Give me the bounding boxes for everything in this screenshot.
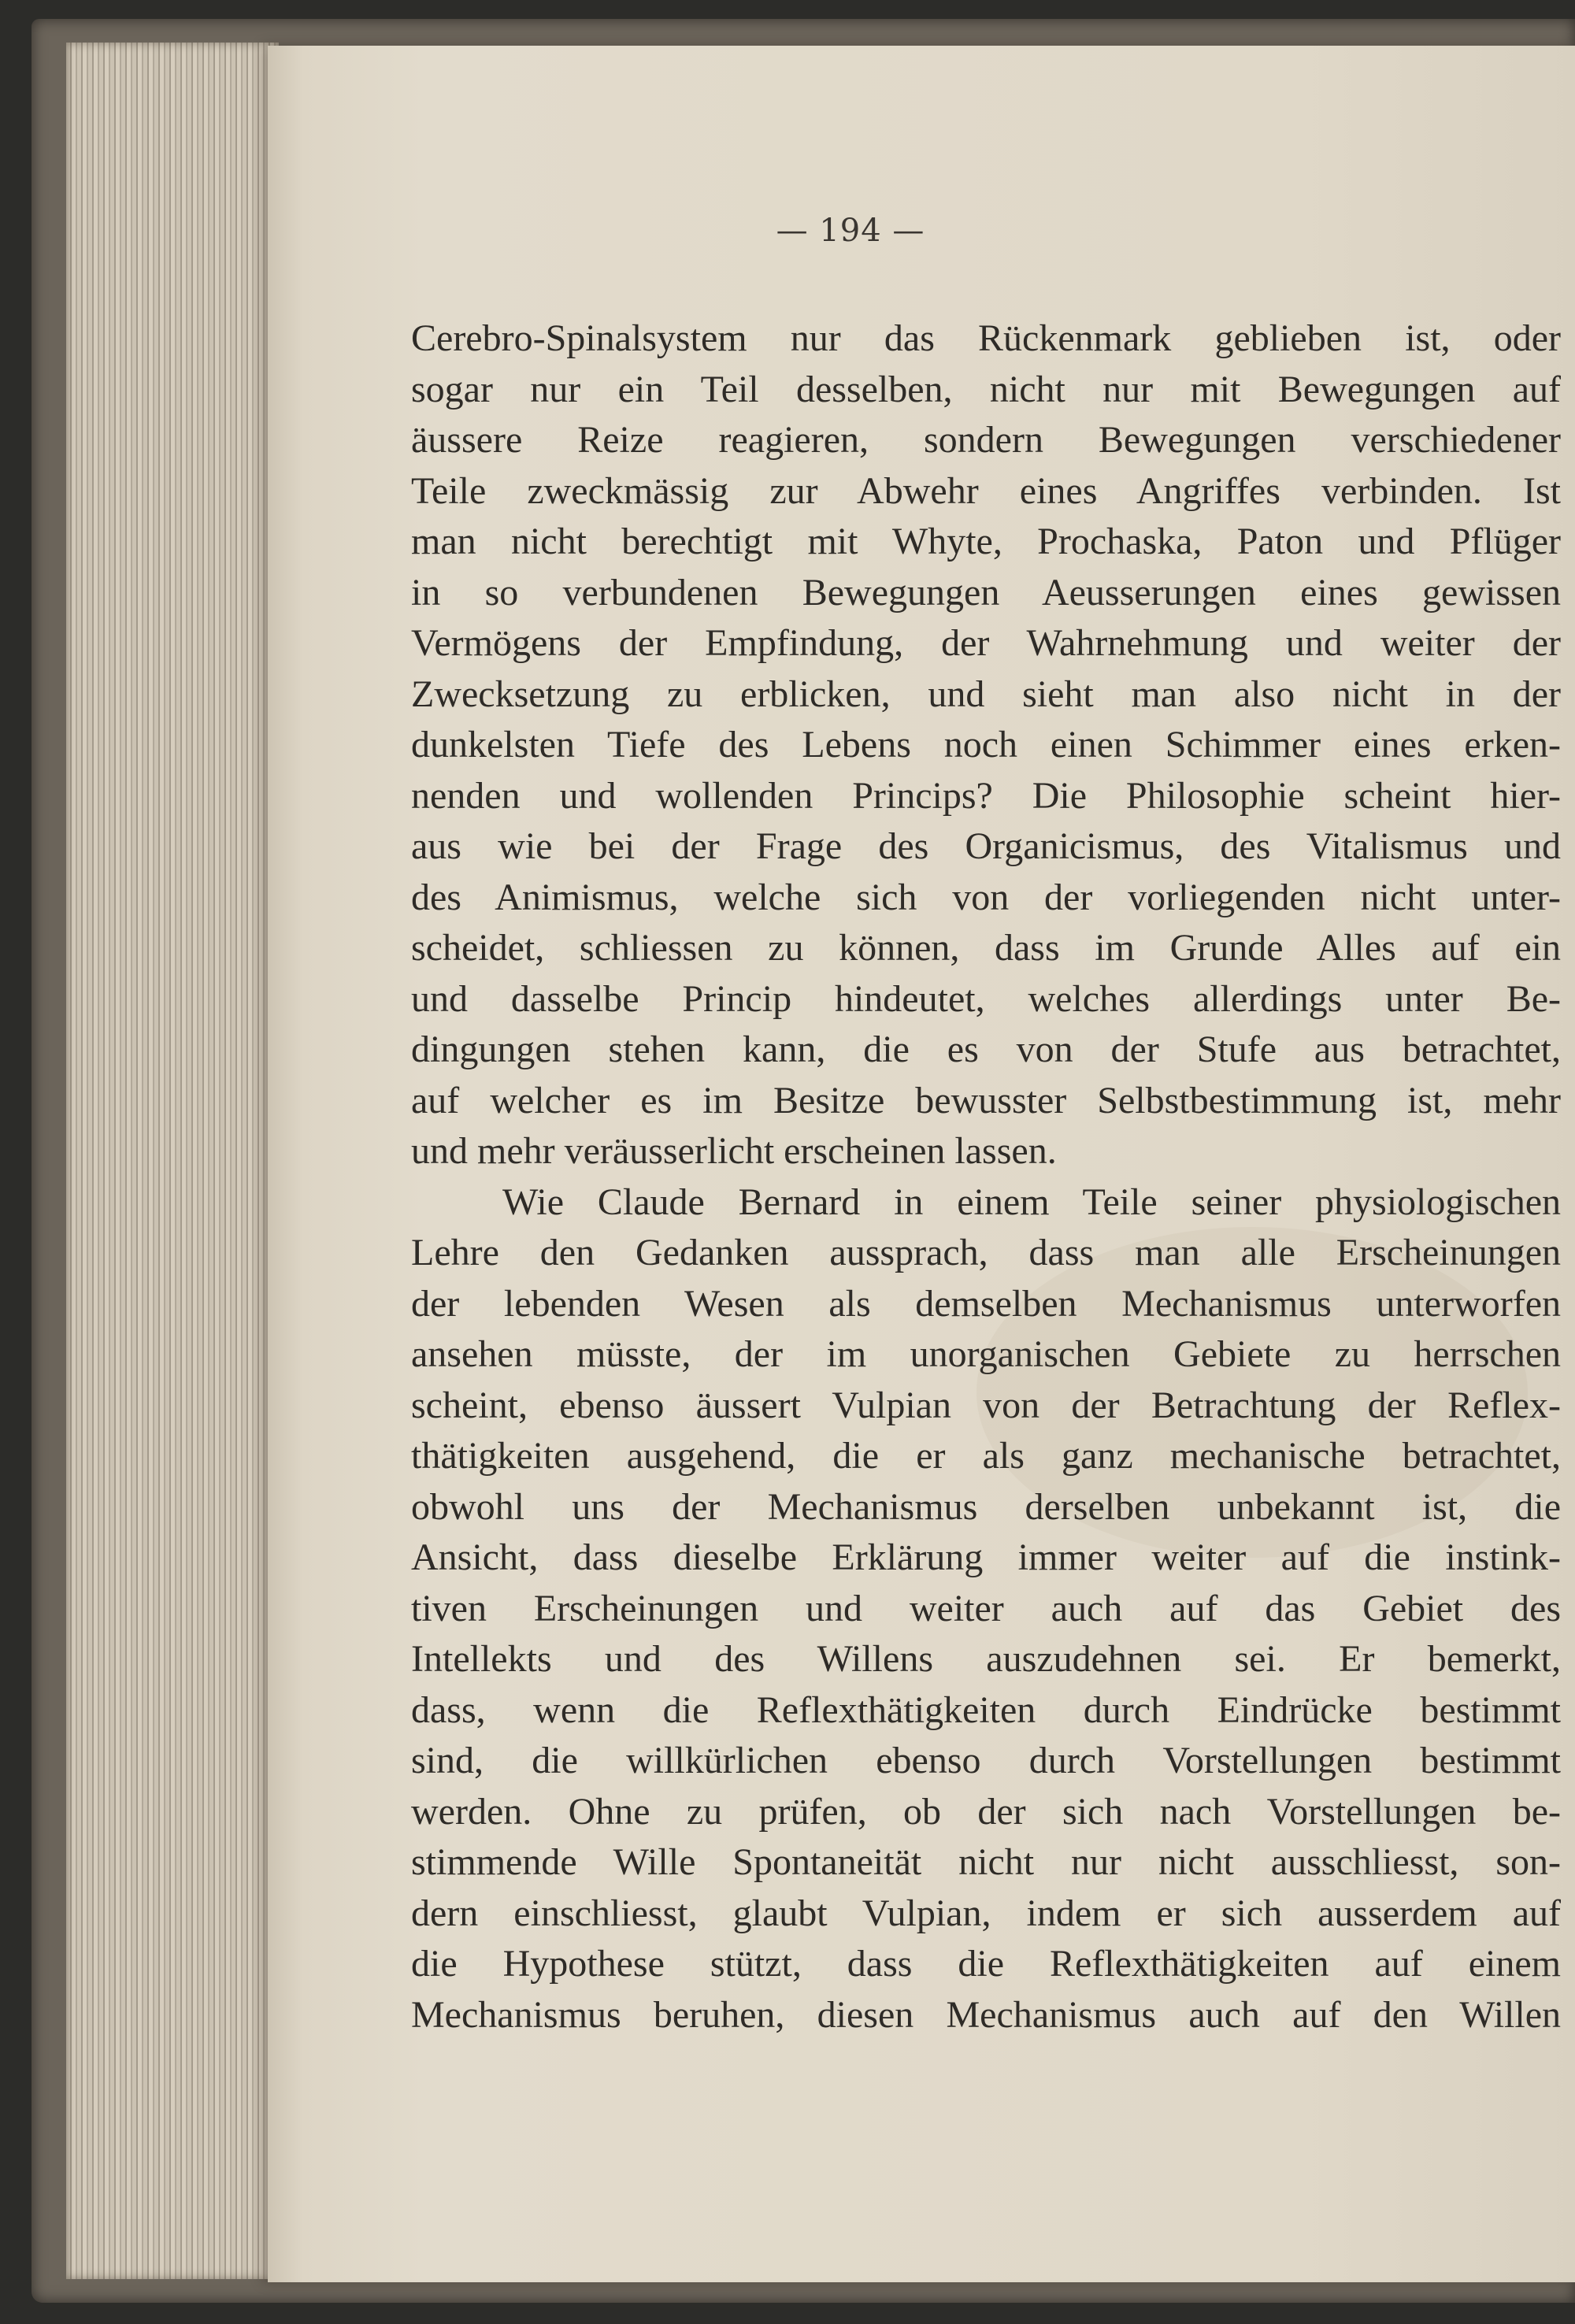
book-page bbox=[268, 46, 1575, 2282]
text-line: tiven Erscheinungen und weiter auch auf das Gebiet des bbox=[411, 1587, 1561, 1629]
text-line: Lehre den Gedanken aussprach, dass man alle Erscheinungen bbox=[411, 1232, 1561, 1273]
text-line: sind, die willkürlichen ebenso durch Vorstellungen bestimmt bbox=[411, 1740, 1561, 1781]
text-line: des Animismus, welche sich von der vorliegenden nicht unter- bbox=[411, 876, 1561, 918]
text-line: thätigkeiten ausgehend, die er als ganz mechanische betrachtet, bbox=[411, 1435, 1561, 1477]
text-line: und mehr veräusserlicht erscheinen lassen. bbox=[411, 1130, 1057, 1172]
text-line: auf welcher es im Besitze bewusster Selbstbestimmung ist, mehr bbox=[411, 1079, 1561, 1121]
text-line: Vermögens der Empfindung, der Wahrnehmung und weiter der bbox=[411, 622, 1561, 664]
text-line: dingungen stehen kann, die es von der Stufe aus betrachtet, bbox=[411, 1029, 1561, 1070]
text-line: dass, wenn die Reflexthätigkeiten durch Eindrücke bestimmt bbox=[411, 1688, 1561, 1731]
text-line: Mechanismus beruhen, diesen Mechanismus auch auf den Willen bbox=[411, 1993, 1561, 2036]
text-line: Intellekts und des Willens auszudehnen sei. Er bemerkt, bbox=[411, 1638, 1561, 1680]
text-line: in so verbundenen Bewegungen Aeusserungen eines gewissen bbox=[411, 571, 1561, 613]
text-line: scheint, ebenso äussert Vulpian von der Betrachtung der Reflex- bbox=[411, 1384, 1561, 1426]
text-line: Wie Claude Bernard in einem Teile seiner physiologischen bbox=[502, 1181, 1561, 1223]
text-line: Teile zweckmässig zur Abwehr eines Angriffes verbinden. Ist bbox=[411, 469, 1561, 512]
text-line: obwohl uns der Mechanismus derselben unbekannt ist, die bbox=[411, 1485, 1561, 1528]
text-line: sogar nur ein Teil desselben, nicht nur mit Bewegungen auf bbox=[411, 368, 1561, 410]
text-line: stimmende Wille Spontaneität nicht nur nicht ausschliesst, son- bbox=[411, 1841, 1561, 1883]
text-line: und dasselbe Princip hindeutet, welches allerdings unter Be- bbox=[411, 977, 1561, 1020]
page-number: — 194 — bbox=[776, 213, 925, 249]
text-line: werden. Ohne zu prüfen, ob der sich nach Vorstellungen be- bbox=[411, 1790, 1561, 1833]
text-line: Cerebro-Spinalsystem nur das Rückenmark geblieben ist, oder bbox=[411, 317, 1561, 359]
text-line: nenden und wollenden Princips? Die Philosophie scheint hier- bbox=[411, 774, 1561, 817]
text-line: scheidet, schliessen zu können, dass im Grunde Alles auf ein bbox=[411, 927, 1561, 969]
text-line: äussere Reize reagieren, sondern Bewegungen verschiedener bbox=[411, 419, 1561, 461]
text-line: Zwecksetzung zu erblicken, und sieht man also nicht in der bbox=[411, 673, 1561, 715]
text-line: die Hypothese stützt, dass die Reflexthätigkeiten auf einem bbox=[411, 1943, 1561, 1985]
text-line: ansehen müsste, der im unorganischen Gebiete zu herrschen bbox=[411, 1333, 1561, 1375]
text-line: dern einschliesst, glaubt Vulpian, indem er sich ausserdem auf bbox=[411, 1892, 1561, 1934]
page-edges bbox=[66, 43, 279, 2279]
text-line: man nicht berechtigt mit Whyte, Prochaska, Paton und Pflüger bbox=[411, 521, 1561, 562]
text-line: der lebenden Wesen als demselben Mechanismus unterworfen bbox=[411, 1282, 1561, 1325]
body-text bbox=[411, 313, 1561, 2040]
text-line: aus wie bei der Frage des Organicismus, des Vitalismus und bbox=[411, 825, 1561, 867]
text-line: dunkelsten Tiefe des Lebens noch einen Schimmer eines erken- bbox=[411, 724, 1561, 765]
text-line: Ansicht, dass dieselbe Erklärung immer weiter auf die instink- bbox=[411, 1536, 1561, 1578]
